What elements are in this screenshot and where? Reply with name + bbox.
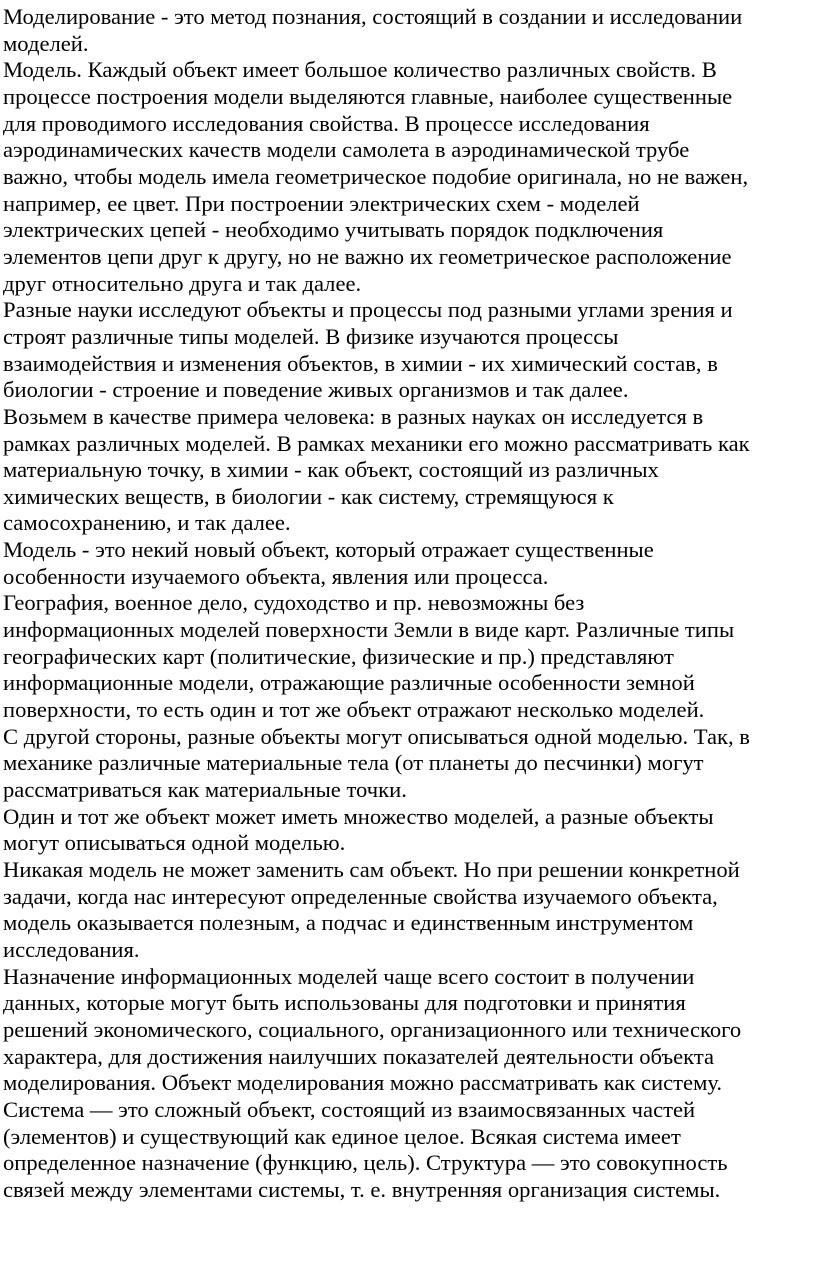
text-line: самосохранению, и так далее.: [3, 510, 291, 536]
text-line: География, военное дело, судоходство и пр. невозможны без: [3, 590, 585, 616]
text-line: моделирования. Объект моделирования можно рассматривать как систему.: [3, 1070, 723, 1096]
text-line: механике различные материальные тела (от планеты до песчинки) могут: [3, 750, 704, 776]
text-line: Возьмем в качестве примера человека: в разных науках он исследуется в: [3, 403, 704, 429]
text-line: особенности изучаемого объекта, явления или процесса.: [3, 563, 549, 589]
text-line: Один и тот же объект может иметь множество моделей, а разные объекты: [3, 803, 714, 829]
text-line: для проводимого исследования свойства. В процессе исследования: [3, 110, 650, 136]
text-line: могут описываться одной моделью.: [3, 830, 346, 856]
text-line: исследования.: [3, 936, 140, 962]
text-line: поверхности, то есть один и тот же объект отражают несколько моделей.: [3, 697, 705, 723]
text-line: рамках различных моделей. В рамках механики его можно рассматривать как: [3, 430, 750, 456]
text-line: моделей.: [3, 30, 89, 56]
text-line: Система — это сложный объект, состоящий из взаимосвязанных частей: [3, 1096, 696, 1122]
text-line: материальную точку, в химии - как объект, состоящий из различных: [3, 457, 659, 483]
text-line: друг относительно друга и так далее.: [3, 270, 362, 296]
text-line: Модель. Каждый объект имеет большое количество различных свойств. В: [3, 57, 717, 83]
text-line: биологии - строение и поведение живых организмов и так далее.: [3, 377, 629, 403]
text-line: характера, для достижения наилучших показателей деятельности объекта: [3, 1043, 715, 1069]
text-line: Моделирование - это метод познания, состоящий в создании и исследовании: [3, 4, 743, 29]
text-line: электрических цепей - необходимо учитывать порядок подключения: [3, 217, 664, 243]
text-line: Назначение информационных моделей чаще всего состоит в получении: [3, 963, 695, 989]
text-line: например, ее цвет. При построении электрических схем - моделей: [3, 190, 640, 216]
text-line: решений экономического, социального, организационного или технического: [3, 1016, 742, 1042]
text-line: географических карт (политические, физические и пр.) представляют: [3, 643, 674, 669]
text-line: определенное назначение (функцию, цель). Структура — это совокупность: [3, 1150, 728, 1176]
text-line: Разные науки исследуют объекты и процессы под разными углами зрения и: [3, 297, 733, 323]
text-line: важно, чтобы модель имела геометрическое подобие оригинала, но не важен,: [3, 163, 749, 189]
text-line: (элементов) и существующий как единое целое. Всякая система имеет: [3, 1123, 681, 1149]
text-line: Никакая модель не может заменить сам объект. Но при решении конкретной: [3, 857, 740, 882]
text-line: С другой стороны, разные объекты могут описываться одной моделью. Так, в: [3, 723, 750, 749]
text-line: химических веществ, в биологии - как систему, стремящуюся к: [3, 483, 614, 509]
text-line: рассматриваться как материальные точки.: [3, 777, 407, 803]
text-line: задачи, когда нас интересуют определенные свойства изучаемого объекта,: [3, 883, 718, 909]
text-line: строят различные типы моделей. В физике изучаются процессы: [3, 323, 619, 349]
text-line: аэродинамических качеств модели самолета в аэродинамической трубе: [3, 137, 690, 163]
text-line: информационные модели, отражающие различные особенности земной: [3, 670, 695, 696]
text-line: информационных моделей поверхности Земли в виде карт. Различные типы: [3, 617, 735, 643]
text-line: модель оказывается полезным, а подчас и единственным инструментом: [3, 910, 694, 936]
text-line: процессе построения модели выделяются главные, наиболее существенные: [3, 83, 733, 109]
text-line: взаимодействия и изменения объектов, в химии - их химический состав, в: [3, 350, 718, 376]
text-line: данных, которые могут быть использованы для подготовки и принятия: [3, 990, 686, 1016]
text-line: Модель - это некий новый объект, который отражает существенные: [3, 537, 654, 563]
text-line: связей между элементами системы, т. е. внутренняя организация системы.: [3, 1176, 721, 1202]
text-line: элементов цепи друг к другу, но не важно их геометрическое расположение: [3, 243, 732, 269]
